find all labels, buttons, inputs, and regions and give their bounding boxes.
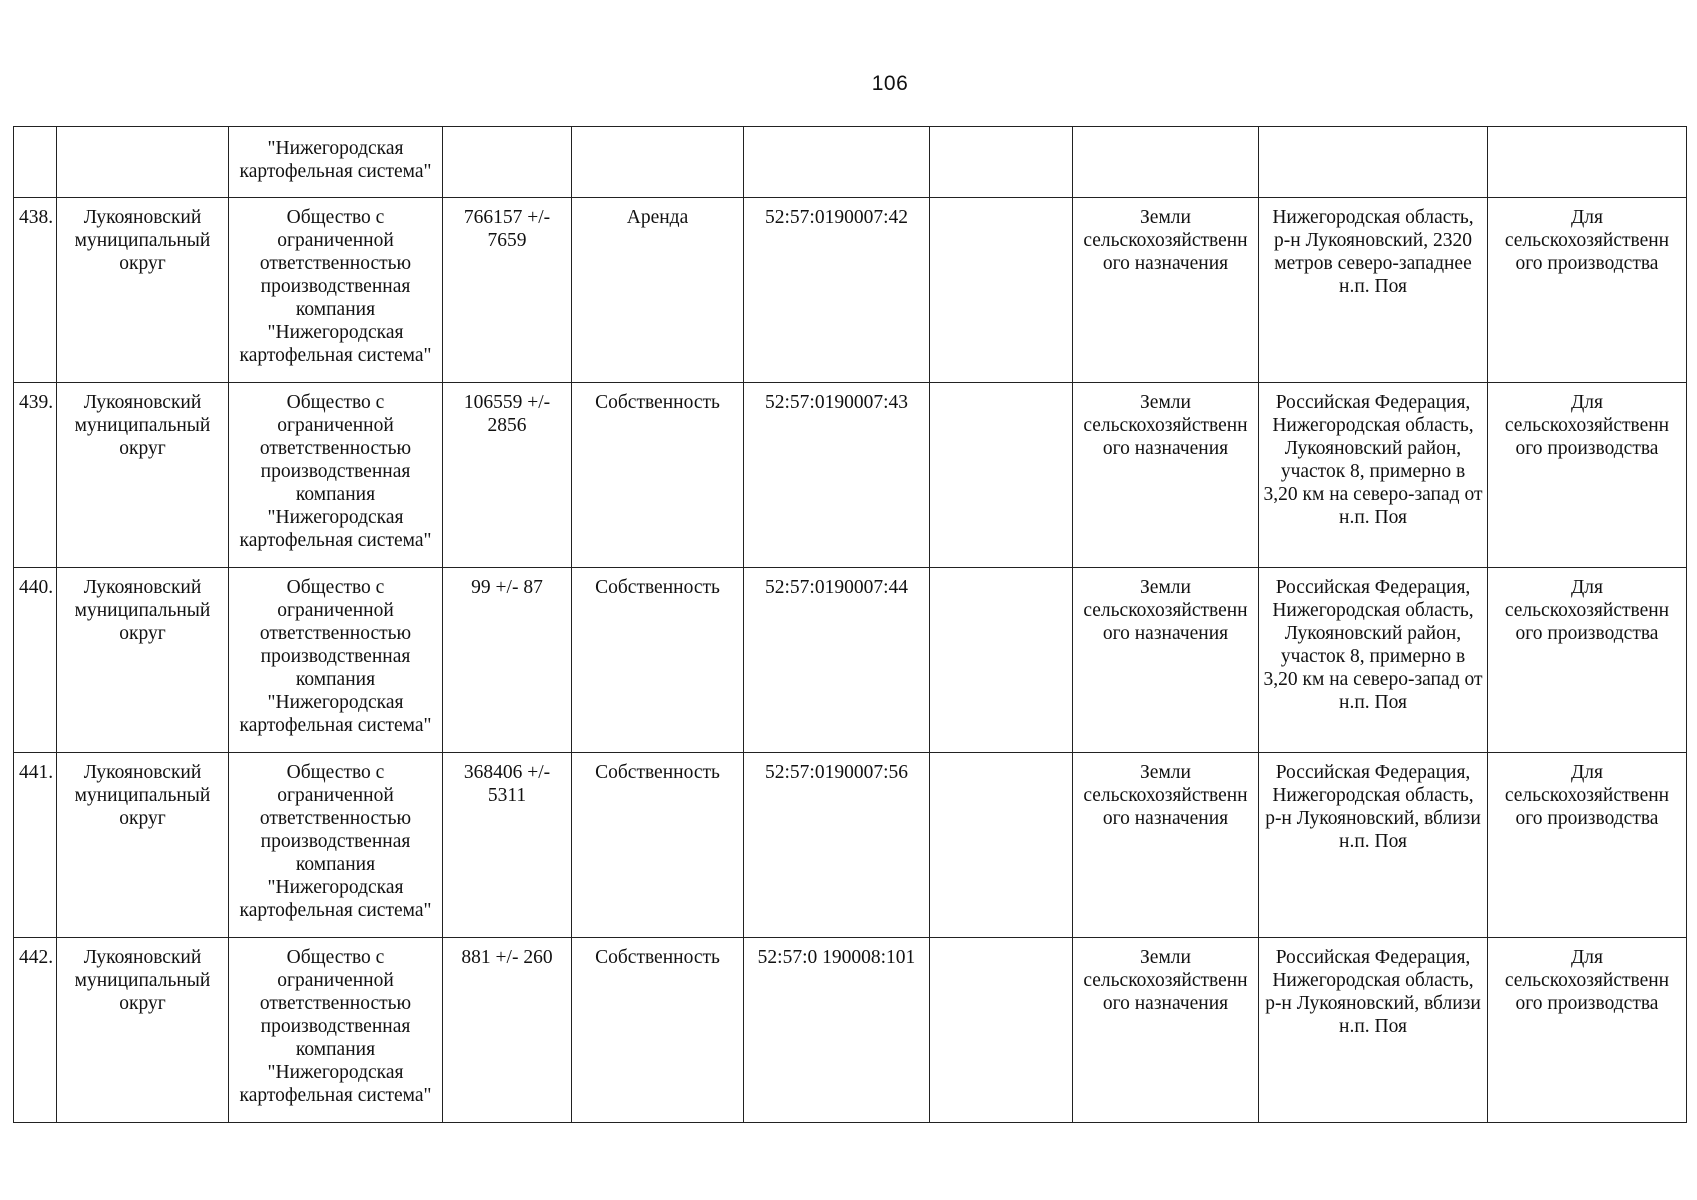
cell-owner: "Нижегородская картофельная система": [229, 127, 443, 198]
cell-right: Собственность: [572, 568, 744, 753]
cell-cadastral: 52:57:0190007:42: [744, 198, 930, 383]
cell-owner: Общество с ограниченной ответственностью производственная компания "Нижегородская картофельная система": [229, 198, 443, 383]
table-row: [14, 198, 1687, 383]
table-row: [14, 568, 1687, 753]
cell-cadastral: 52:57:0190007:56: [744, 753, 930, 938]
cell-owner: Общество с ограниченной ответственностью производственная компания "Нижегородская картофельная система": [229, 753, 443, 938]
cell-address: Нижегородская область, р-н Лукояновский, 2320 метров северо-западнее н.п. Поя: [1259, 198, 1488, 383]
cell-category: Земли сельскохозяйственн ого назначения: [1073, 753, 1259, 938]
cell-usage: [1488, 127, 1687, 198]
cell-extra: [930, 198, 1073, 383]
table-row: [14, 938, 1687, 1123]
cell-usage: Для сельскохозяйственн ого производства: [1488, 198, 1687, 383]
cell-owner: Общество с ограниченной ответственностью производственная компания "Нижегородская картофельная система": [229, 568, 443, 753]
cell-extra: [930, 383, 1073, 568]
cell-category: [1073, 127, 1259, 198]
cell-num: 439.: [14, 383, 57, 568]
cell-area: 99 +/- 87: [443, 568, 572, 753]
cell-usage: Для сельскохозяйственн ого производства: [1488, 568, 1687, 753]
cell-num: [14, 127, 57, 198]
cell-municipality: Лукояновский муниципальный округ: [57, 198, 229, 383]
cell-municipality: Лукояновский муниципальный округ: [57, 568, 229, 753]
cell-address: [1259, 127, 1488, 198]
cell-right: Собственность: [572, 383, 744, 568]
cell-usage: Для сельскохозяйственн ого производства: [1488, 383, 1687, 568]
cell-cadastral: 52:57:0190007:43: [744, 383, 930, 568]
cell-owner: Общество с ограниченной ответственностью производственная компания "Нижегородская картофельная система": [229, 383, 443, 568]
cell-num: 438.: [14, 198, 57, 383]
cell-municipality: Лукояновский муниципальный округ: [57, 383, 229, 568]
cell-right: Аренда: [572, 198, 744, 383]
cell-category: Земли сельскохозяйственн ого назначения: [1073, 383, 1259, 568]
cell-owner: Общество с ограниченной ответственностью производственная компания "Нижегородская картофельная система": [229, 938, 443, 1123]
page-number: 106: [871, 72, 909, 95]
cell-cadastral: 52:57:0190007:44: [744, 568, 930, 753]
cell-extra: [930, 127, 1073, 198]
cell-num: 441.: [14, 753, 57, 938]
table-row: [14, 753, 1687, 938]
cell-area: 368406 +/- 5311: [443, 753, 572, 938]
cell-area: 766157 +/- 7659: [443, 198, 572, 383]
cell-category: Земли сельскохозяйственн ого назначения: [1073, 198, 1259, 383]
cell-municipality: [57, 127, 229, 198]
cell-extra: [930, 568, 1073, 753]
cell-right: Собственность: [572, 753, 744, 938]
cell-usage: Для сельскохозяйственн ого производства: [1488, 753, 1687, 938]
cell-right: [572, 127, 744, 198]
cell-extra: [930, 938, 1073, 1123]
cell-area: 881 +/- 260: [443, 938, 572, 1123]
cell-area: [443, 127, 572, 198]
table-row: [14, 383, 1687, 568]
continuation-row: [14, 127, 1687, 198]
cell-address: Российская Федерация, Нижегородская область, Лукояновский район, участок 8, примерно в 3,20 км на северо-запад от н.п. Поя: [1259, 383, 1488, 568]
cell-municipality: Лукояновский муниципальный округ: [57, 938, 229, 1123]
cell-cadastral: [744, 127, 930, 198]
cell-right: Собственность: [572, 938, 744, 1123]
cell-area: 106559 +/- 2856: [443, 383, 572, 568]
cell-cadastral: 52:57:0 190008:101: [744, 938, 930, 1123]
cell-category: Земли сельскохозяйственн ого назначения: [1073, 938, 1259, 1123]
land-registry-table: [13, 126, 1687, 1123]
cell-num: 442.: [14, 938, 57, 1123]
cell-municipality: Лукояновский муниципальный округ: [57, 753, 229, 938]
cell-address: Российская Федерация, Нижегородская область, Лукояновский район, участок 8, примерно в 3,20 км на северо-запад от н.п. Поя: [1259, 568, 1488, 753]
cell-address: Российская Федерация, Нижегородская область, р-н Лукояновский, вблизи н.п. Поя: [1259, 938, 1488, 1123]
cell-address: Российская Федерация, Нижегородская область, р-н Лукояновский, вблизи н.п. Поя: [1259, 753, 1488, 938]
cell-num: 440.: [14, 568, 57, 753]
cell-extra: [930, 753, 1073, 938]
cell-category: Земли сельскохозяйственн ого назначения: [1073, 568, 1259, 753]
cell-usage: Для сельскохозяйственн ого производства: [1488, 938, 1687, 1123]
